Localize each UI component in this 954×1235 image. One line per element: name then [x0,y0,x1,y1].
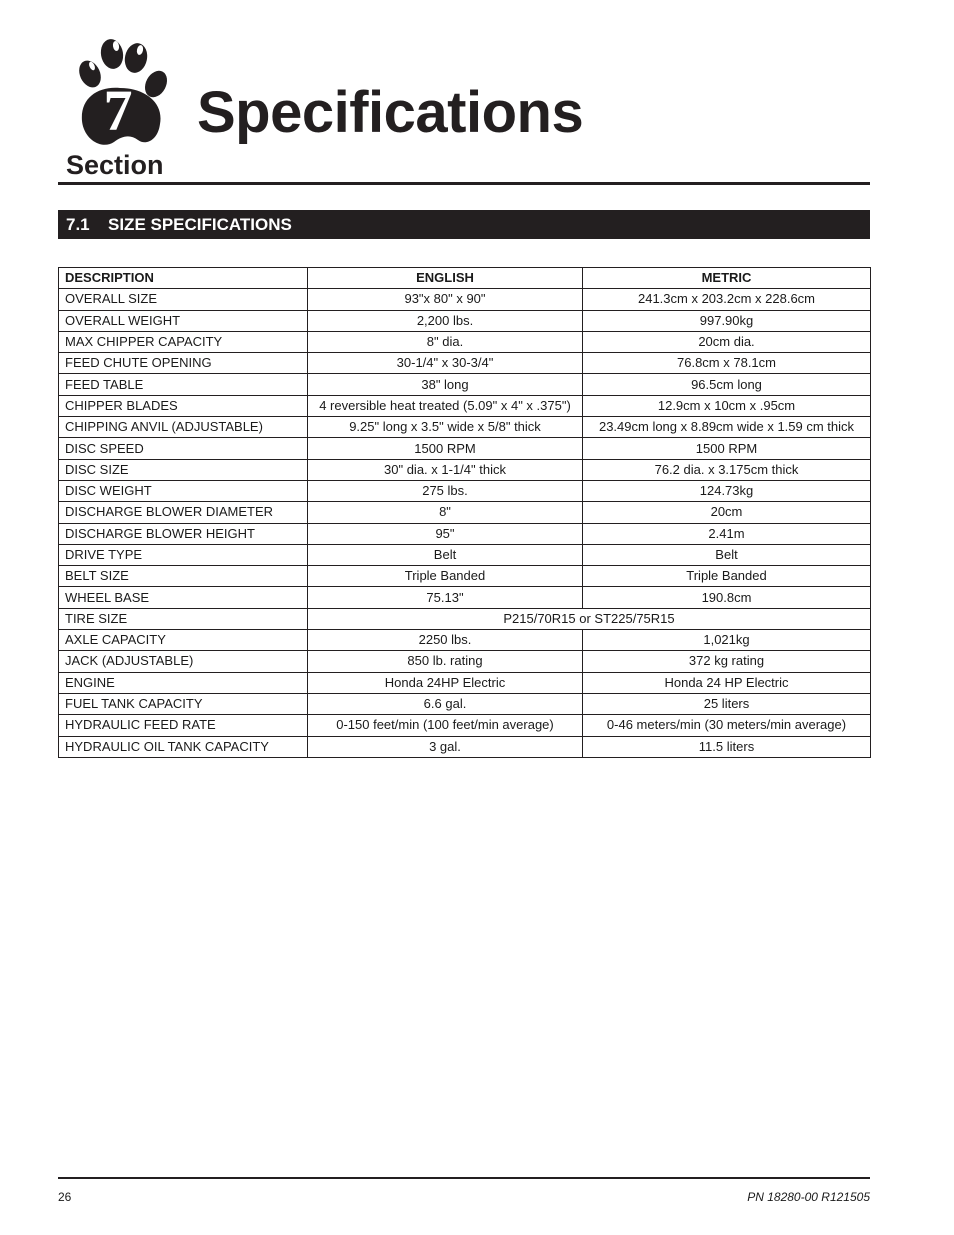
cell-metric: 25 liters [583,693,871,714]
cell-english: 3 gal. [308,736,583,757]
cell-metric: 76.8cm x 78.1cm [583,353,871,374]
cell-description: JACK (ADJUSTABLE) [59,651,308,672]
section-label: Section [66,150,164,180]
cell-description: OVERALL SIZE [59,289,308,310]
cell-english: 2,200 lbs. [308,310,583,331]
table-row [59,630,871,651]
cell-description: HYDRAULIC OIL TANK CAPACITY [59,736,308,757]
size-specifications-table [58,267,871,758]
cell-metric: 20cm dia. [583,331,871,352]
table-header-row [59,268,871,289]
column-header-description: DESCRIPTION [59,268,308,289]
cell-description: DISC WEIGHT [59,480,308,501]
table-row [59,310,871,331]
cell-english: Honda 24HP Electric [308,672,583,693]
table-row [59,459,871,480]
table-row [59,374,871,395]
cell-description: OVERALL WEIGHT [59,310,308,331]
cell-metric: 997.90kg [583,310,871,331]
cell-metric: 2.41m [583,523,871,544]
cell-english: 30" dia. x 1-1/4" thick [308,459,583,480]
cell-english: 75.13" [308,587,583,608]
table-row [59,736,871,757]
cell-metric: 1500 RPM [583,438,871,459]
cell-english: 4 reversible heat treated (5.09" x 4" x .375") [308,395,583,416]
table-row [59,523,871,544]
cell-metric: 12.9cm x 10cm x .95cm [583,395,871,416]
cell-description: DISC SIZE [59,459,308,480]
cell-english: 850 lb. rating [308,651,583,672]
footer-divider [58,1177,870,1179]
cell-description: FUEL TANK CAPACITY [59,693,308,714]
section-number: 7 [103,78,133,143]
table-row [59,502,871,523]
table-row [59,608,871,629]
cell-description: DISC SPEED [59,438,308,459]
table-row [59,417,871,438]
table-row [59,651,871,672]
table-row [59,438,871,459]
subsection-number: 7.1 [66,215,90,234]
cell-description: FEED CHUTE OPENING [59,353,308,374]
cell-english: Belt [308,544,583,565]
table-row [59,587,871,608]
cell-metric: 1,021kg [583,630,871,651]
cell-metric: 20cm [583,502,871,523]
cell-description: DRIVE TYPE [59,544,308,565]
cell-description: TIRE SIZE [59,608,308,629]
table-row [59,544,871,565]
cell-description: CHIPPING ANVIL (ADJUSTABLE) [59,417,308,438]
cell-english: 275 lbs. [308,480,583,501]
cell-english: 6.6 gal. [308,693,583,714]
cell-description: WHEEL BASE [59,587,308,608]
subsection-title: SIZE SPECIFICATIONS [108,215,292,234]
table-row [59,395,871,416]
table-row [59,566,871,587]
cell-description: DISCHARGE BLOWER DIAMETER [59,502,308,523]
cell-description: HYDRAULIC FEED RATE [59,715,308,736]
subsection-heading [58,210,870,239]
cell-metric: 23.49cm long x 8.89cm wide x 1.59 cm thick [583,417,871,438]
cell-description: FEED TABLE [59,374,308,395]
cell-metric: 124.73kg [583,480,871,501]
cell-description: DISCHARGE BLOWER HEIGHT [59,523,308,544]
cell-description: MAX CHIPPER CAPACITY [59,331,308,352]
part-number: PN 18280-00 R121505 [747,1190,870,1204]
table-row [59,353,871,374]
page-number: 26 [58,1190,72,1204]
cell-english: 95" [308,523,583,544]
table-row [59,672,871,693]
table-row [59,480,871,501]
cell-english: 2250 lbs. [308,630,583,651]
cell-metric: 190.8cm [583,587,871,608]
table-row [59,693,871,714]
cell-english: 9.25" long x 3.5" wide x 5/8" thick [308,417,583,438]
column-header-english: ENGLISH [308,268,583,289]
column-header-metric: METRIC [583,268,871,289]
cell-english: 8" dia. [308,331,583,352]
cell-english: 38" long [308,374,583,395]
cell-description: AXLE CAPACITY [59,630,308,651]
cell-metric: Honda 24 HP Electric [583,672,871,693]
cell-english: 1500 RPM [308,438,583,459]
header-divider [58,182,870,185]
cell-metric: 241.3cm x 203.2cm x 228.6cm [583,289,871,310]
cell-combined: P215/70R15 or ST225/75R15 [308,608,871,629]
cell-english: 8" [308,502,583,523]
table-row [59,331,871,352]
cell-description: CHIPPER BLADES [59,395,308,416]
cell-metric: Belt [583,544,871,565]
table-row [59,715,871,736]
cell-description: ENGINE [59,672,308,693]
cell-metric: 372 kg rating [583,651,871,672]
cell-metric: 0-46 meters/min (30 meters/min average) [583,715,871,736]
table-row [59,289,871,310]
cell-metric: 11.5 liters [583,736,871,757]
cell-english: 30-1/4" x 30-3/4" [308,353,583,374]
cell-english: 0-150 feet/min (100 feet/min average) [308,715,583,736]
cell-metric: 96.5cm long [583,374,871,395]
page-title: Specifications [197,80,584,145]
cell-english: 93"x 80" x 90" [308,289,583,310]
cell-description: BELT SIZE [59,566,308,587]
cell-english: Triple Banded [308,566,583,587]
cell-metric: 76.2 dia. x 3.175cm thick [583,459,871,480]
cell-metric: Triple Banded [583,566,871,587]
